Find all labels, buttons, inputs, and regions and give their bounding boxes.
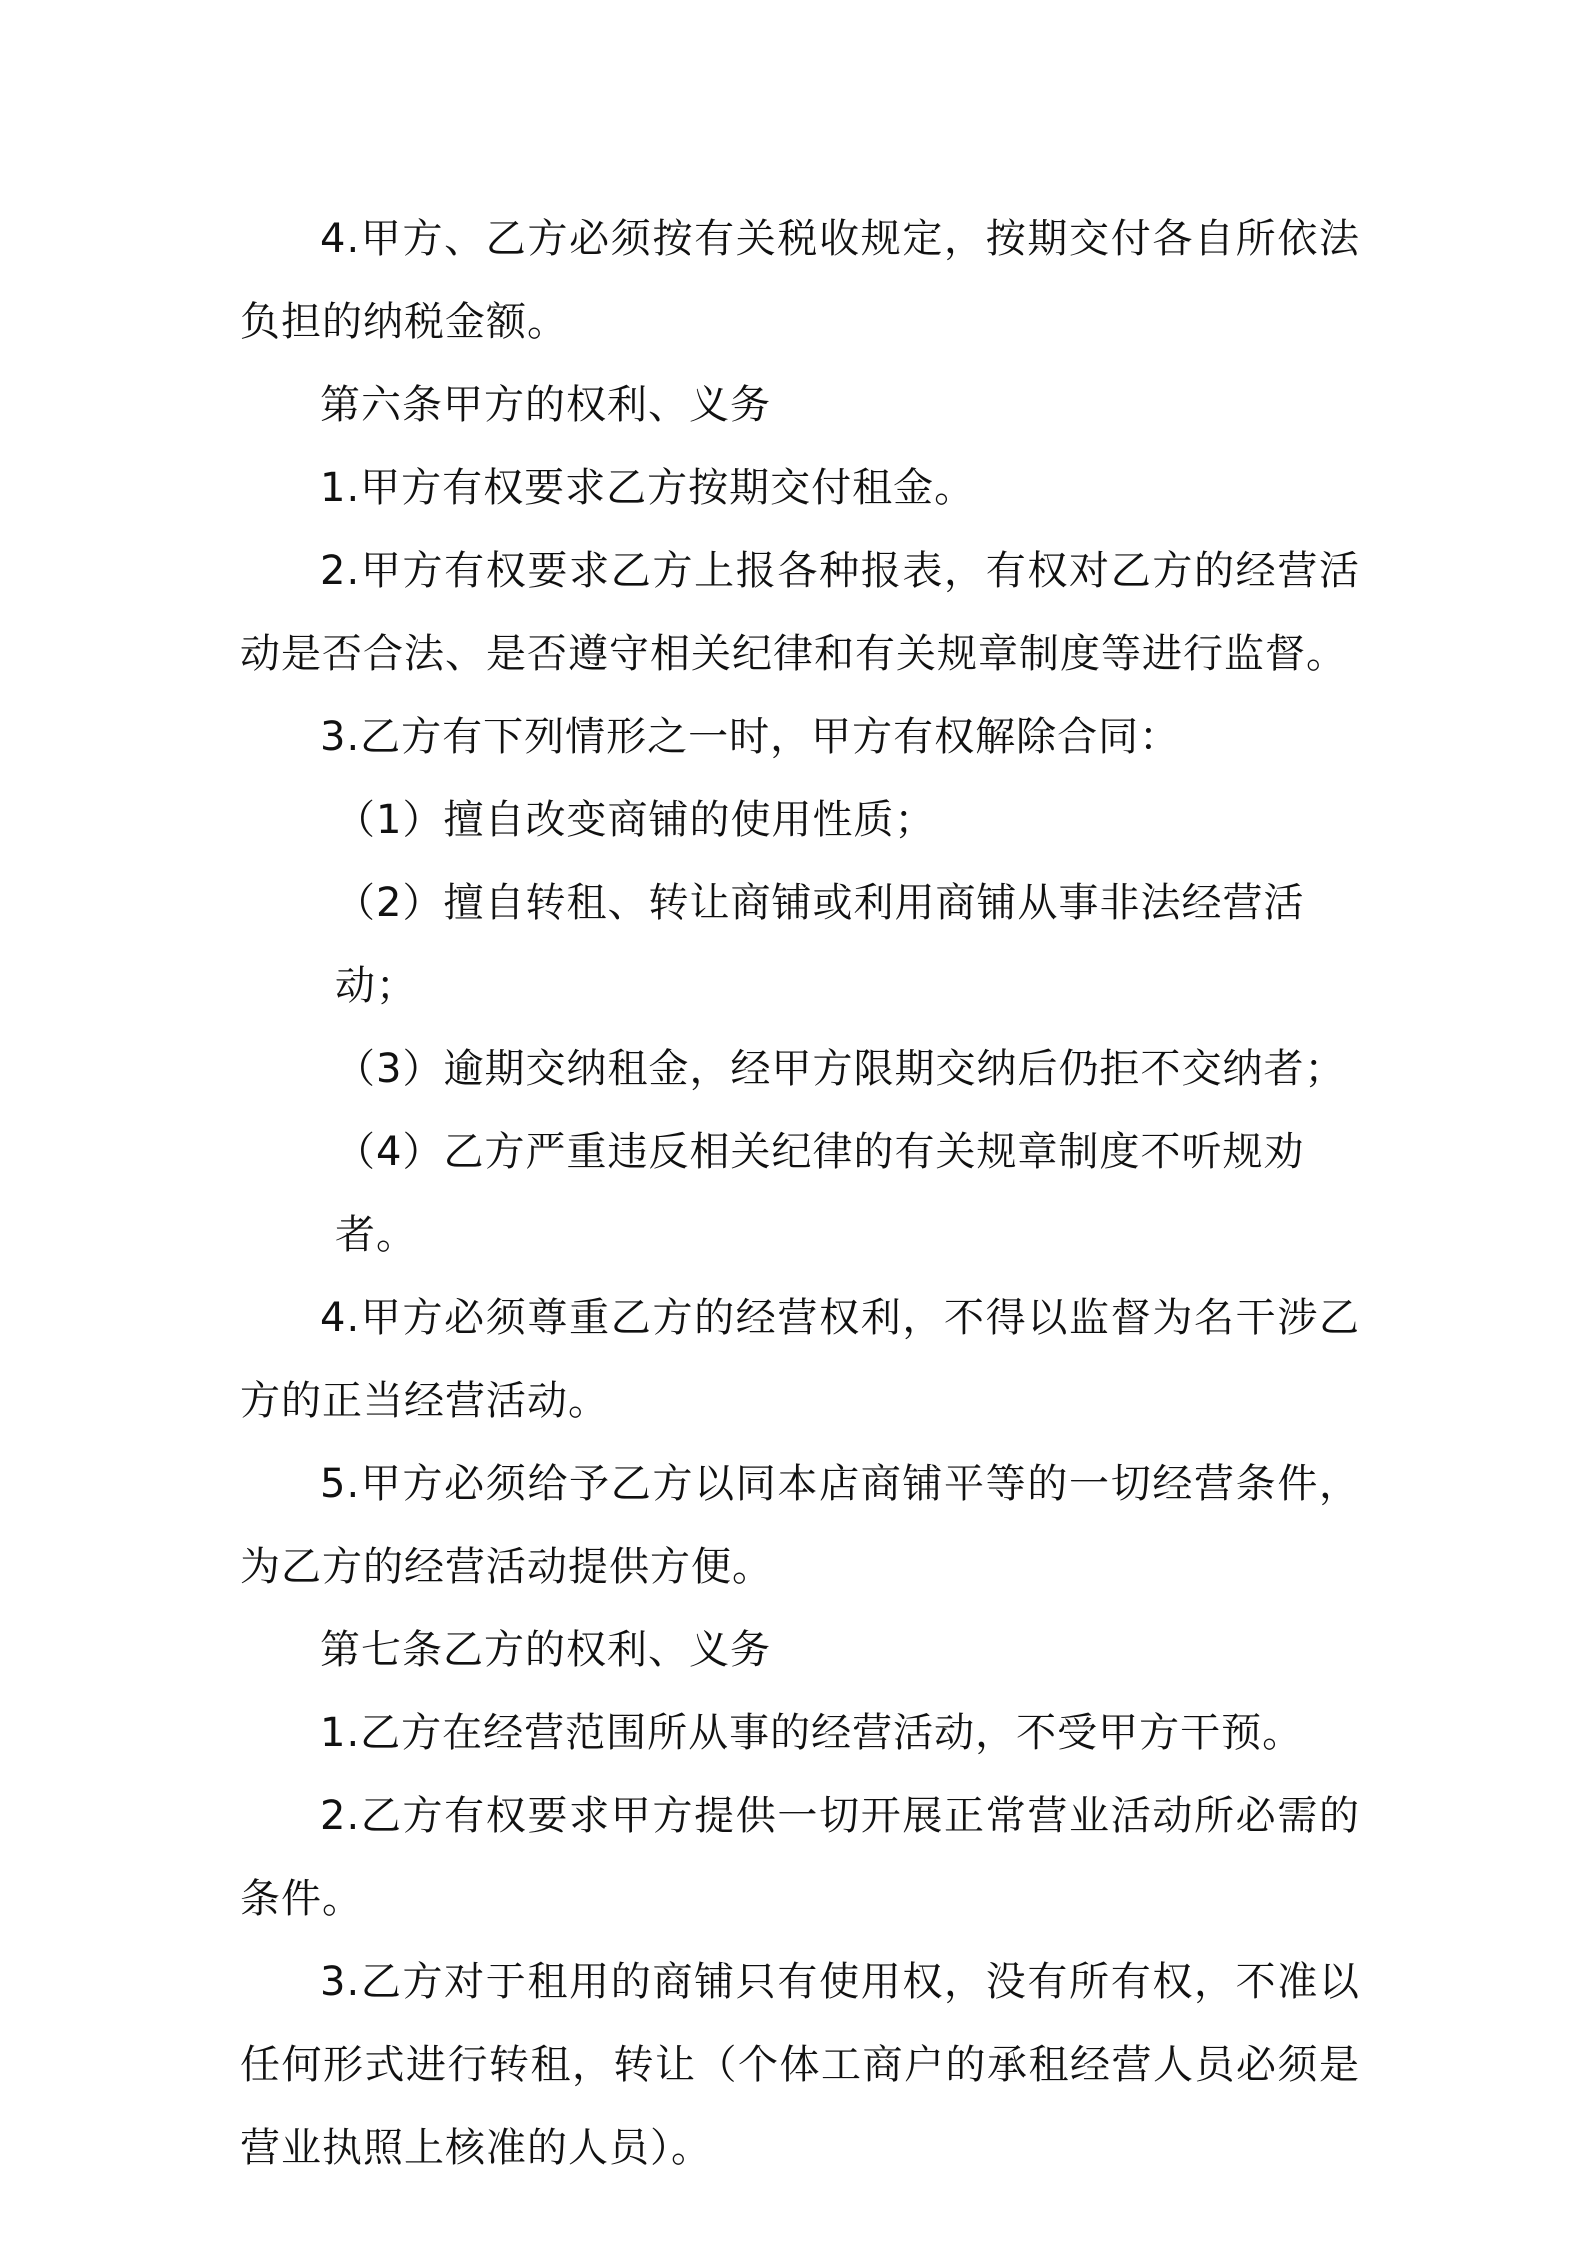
article-6-clause-4: 4.甲方必须尊重乙方的经营权利，不得以监督为名干涉乙方的正当经营活动。 xyxy=(240,1295,1360,1424)
article-6-clause-5: 5.甲方必须给予乙方以同本店商铺平等的一切经营条件，为乙方的经营活动提供方便。 xyxy=(240,1461,1360,1590)
clause-3-item-3: （3）逾期交纳租金，经甲方限期交纳后仍拒不交纳者； xyxy=(335,1046,1346,1092)
article-7-clause-1: 1.乙方在经营范围所从事的经营活动，不受甲方干预。 xyxy=(320,1710,1304,1756)
article-7-clause-3: 3.乙方对于租用的商铺只有使用权，没有所有权，不准以任何形式进行转租，转让（个体工商户的承租经营人员必须是营业执照上核准的人员）。 xyxy=(240,1959,1360,2171)
article-7-heading: 第七条乙方的权利、义务 xyxy=(320,1627,771,1673)
document-body xyxy=(240,198,1360,2190)
article-6-clause-3: 3.乙方有下列情形之一时，甲方有权解除合同： xyxy=(320,714,1181,760)
clause-3-item-1: （1）擅自改变商铺的使用性质； xyxy=(335,797,936,843)
clause-3-item-4: （4）乙方严重违反相关纪律的有关规章制度不听规劝者。 xyxy=(335,1129,1305,1258)
clause-3-item-2: （2）擅自转租、转让商铺或利用商铺从事非法经营活动； xyxy=(335,880,1305,1009)
article-6-heading: 第六条甲方的权利、义务 xyxy=(320,382,771,428)
article-7-clause-2: 2.乙方有权要求甲方提供一切开展正常营业活动所必需的条件。 xyxy=(240,1793,1360,1922)
paragraph-tax-obligation: 4.甲方、乙方必须按有关税收规定，按期交付各自所依法负担的纳税金额。 xyxy=(240,216,1360,345)
article-6-clause-2: 2.甲方有权要求乙方上报各种报表，有权对乙方的经营活动是否合法、是否遵守相关纪律和有关规章制度等进行监督。 xyxy=(240,548,1360,677)
article-6-clause-1: 1.甲方有权要求乙方按期交付租金。 xyxy=(320,465,976,511)
